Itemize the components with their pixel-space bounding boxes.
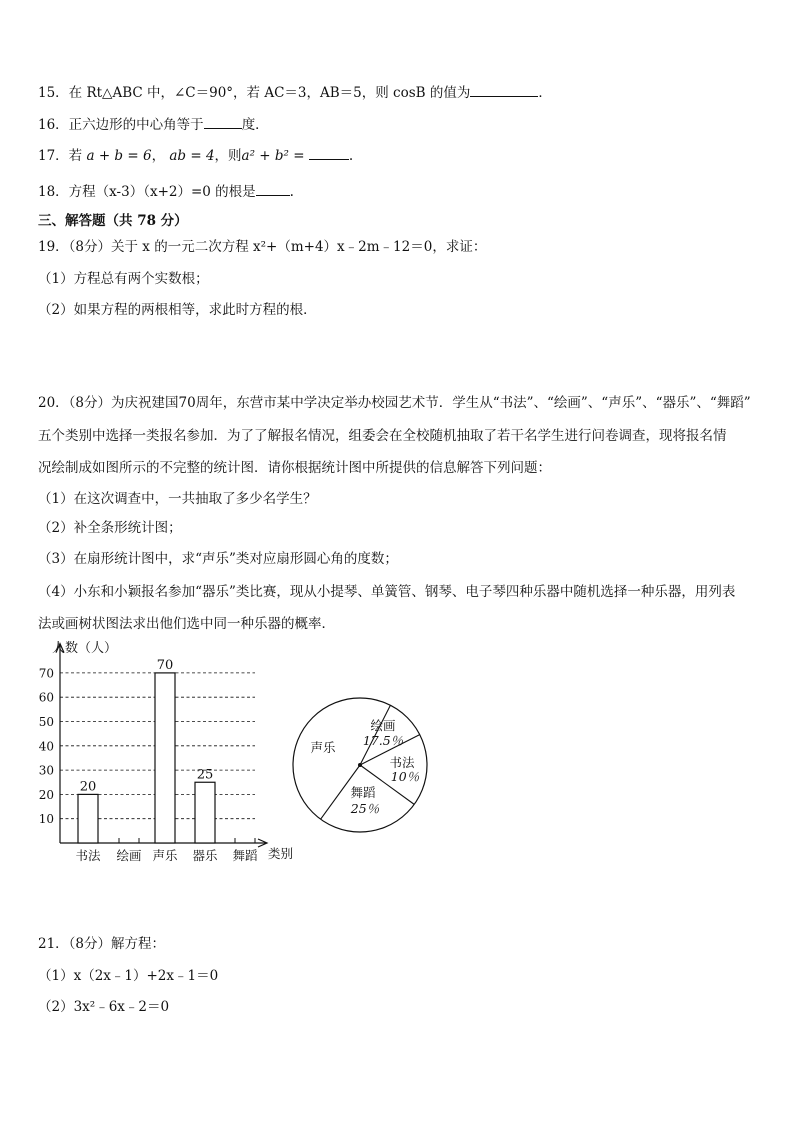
question-18-tail: . <box>289 184 294 200</box>
question-20-stem-line1: 20．（8分）为庆祝建国70周年，东营市某中学决定举办校园艺术节．学生从“书法”、“绘画”、“声乐”、“器乐”、“舞蹈” <box>38 395 751 411</box>
answer-blank-16 <box>204 114 242 129</box>
question-20-part1: （1）在这次调查中，一共抽取了多少名学生？ <box>38 491 317 507</box>
question-20-stem-line2: 五个类别中选择一类报名参加．为了了解报名情况，组委会在全校随机抽取了若干名学生进行问卷调查，现将报名情 <box>38 428 727 444</box>
bar-value-label: 70 <box>156 657 174 673</box>
statistics-charts <box>0 630 794 880</box>
pie-chart <box>293 698 427 832</box>
question-20-part3: （3）在扇形统计图中，求“声乐”类对应扇形圆心角的度数； <box>38 551 398 567</box>
question-16-tail: 度． <box>241 117 269 133</box>
question-19-stem: 19．（8分）关于 x 的一元二次方程 x²+（m+4）x﹣2m﹣12＝0，求证： <box>38 239 487 255</box>
bar-chart <box>39 640 293 863</box>
bar-value-label: 20 <box>79 779 97 795</box>
question-20-part4-line1: （4）小东和小颖报名参加“器乐”类比赛，现从小提琴、单簧管、钢琴、电子琴四种乐器中随机选择一种乐器，用列表 <box>38 584 736 600</box>
question-20-part2: （2）补全条形统计图； <box>38 520 182 536</box>
question-19-part2: （2）如果方程的两根相等，求此时方程的根． <box>38 302 317 318</box>
question-15-tail: ． <box>538 85 552 101</box>
question-16-text: 16．正六边形的中心角等于 <box>38 117 204 133</box>
x-axis-title: 类别 <box>268 846 294 861</box>
question-19-part1: （1）方程总有两个实数根； <box>38 271 209 287</box>
y-tick-label: 10 <box>38 812 54 827</box>
question-21-part1: （1）x（2x﹣1）+2x﹣1＝0 <box>38 968 219 984</box>
bar <box>155 673 175 843</box>
slice-label: 声乐 <box>310 740 336 755</box>
question-17-then: ，则 <box>214 148 242 164</box>
bar <box>195 782 215 843</box>
answer-blank-15 <box>470 82 538 97</box>
slice-percent-label: 25％ <box>350 801 380 816</box>
slice-label: 书法 <box>389 755 415 770</box>
question-21-part2: （2）3x²﹣6x﹣2＝0 <box>38 999 170 1015</box>
bar <box>78 794 98 843</box>
question-20-stem-line3: 况绘制成如图所示的不完整的统计图．请你根据统计图中所提供的信息解答下列问题： <box>38 460 551 476</box>
y-tick-label: 50 <box>38 715 54 729</box>
question-15-text: 15．在 Rt△ABC 中，∠C＝90°，若 AC＝3，AB＝5，则 cosB 的值为 <box>38 85 471 101</box>
category-label: 声乐 <box>152 848 178 863</box>
question-17-tail: . <box>348 148 354 164</box>
question-17-lead: 17．若 <box>38 148 83 164</box>
answer-blank-17 <box>309 145 349 160</box>
y-axis-title: 人数（人） <box>52 641 118 656</box>
pie-center-dot <box>358 763 362 767</box>
slice-percent-label: 10％ <box>390 769 420 784</box>
category-label: 绘画 <box>116 848 142 863</box>
y-tick-label: 30 <box>38 763 54 778</box>
y-tick-label: 40 <box>38 739 54 754</box>
question-17 <box>38 145 353 166</box>
category-label: 器乐 <box>192 848 218 863</box>
category-label: 书法 <box>75 848 101 863</box>
bar-value-label: 25 <box>196 767 214 783</box>
question-16 <box>38 114 269 135</box>
question-17-expr2: ab = 4 <box>169 148 215 164</box>
slice-label: 绘画 <box>370 718 396 733</box>
slice-label: 舞蹈 <box>350 785 376 800</box>
y-tick-label: 70 <box>38 666 54 681</box>
y-tick-label: 20 <box>38 787 54 802</box>
question-17-expr3: a² + b² = <box>241 148 305 164</box>
question-18-text: 18．方程（x-3）（x+2）=0 的根是 <box>38 184 256 200</box>
question-21-stem: 21．（8分）解方程： <box>38 936 166 952</box>
section-heading: 三、解答题（共 78 分） <box>38 213 188 229</box>
category-label: 舞蹈 <box>232 848 258 863</box>
question-20-part4-line2: 法或画树状图法求出他们选中同一种乐器的概率． <box>38 616 335 632</box>
y-tick-label: 60 <box>38 690 54 705</box>
answer-blank-18 <box>256 181 290 196</box>
question-15 <box>38 82 552 103</box>
question-17-expr1: a + b = 6 <box>86 148 152 164</box>
question-17-mid: ， <box>151 148 166 164</box>
slice-percent-label: 17.5％ <box>362 733 404 748</box>
question-18 <box>38 181 294 202</box>
